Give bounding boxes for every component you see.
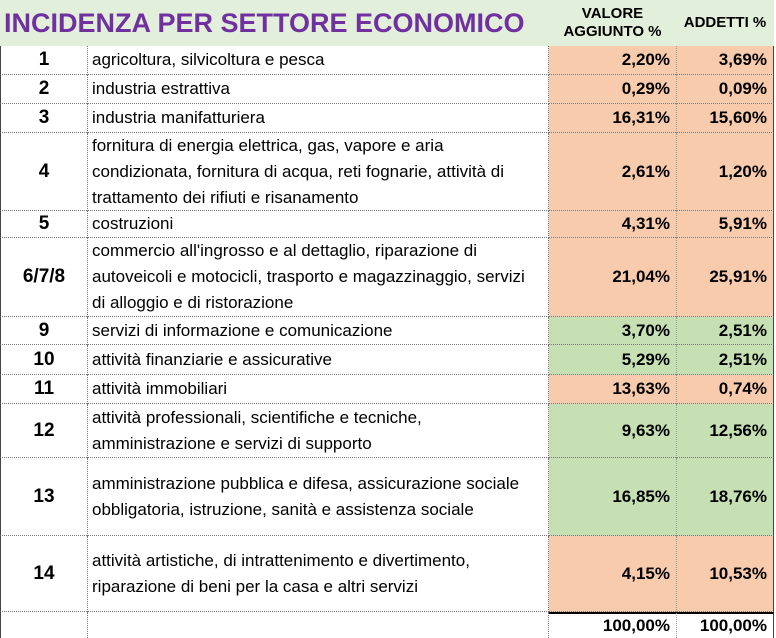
addetti-cell: 0,74%	[676, 375, 774, 404]
valore-aggiunto-cell: 2,61%	[549, 133, 676, 211]
row-number: 14	[0, 536, 87, 612]
valore-aggiunto-cell: 4,15%	[549, 536, 676, 612]
valore-aggiunto-cell: 16,31%	[549, 104, 676, 133]
addetti-cell: 2,51%	[676, 345, 774, 375]
row-number: 9	[0, 317, 87, 345]
sector-description: attività immobiliari	[87, 375, 549, 404]
sector-description: agricoltura, silvicoltura e pesca	[87, 46, 549, 75]
valore-aggiunto-cell: 21,04%	[549, 238, 676, 317]
addetti-cell: 12,56%	[676, 404, 774, 458]
addetti-cell: 2,51%	[676, 317, 774, 345]
row-number: 2	[0, 75, 87, 104]
addetti-cell: 15,60%	[676, 104, 774, 133]
sector-description: commercio all'ingrosso e al dettaglio, riparazione di autoveicoli e motocicli, trasporto e magazzinaggio, servizi di alloggio e di ristorazione	[87, 238, 549, 317]
addetti-cell: 18,76%	[676, 458, 774, 536]
valore-aggiunto-cell: 0,29%	[549, 75, 676, 104]
column-header-addetti: ADDETTI %	[676, 0, 774, 46]
row-number: 11	[0, 375, 87, 404]
addetti-cell: 1,20%	[676, 133, 774, 211]
addetti-cell: 3,69%	[676, 46, 774, 75]
row-number: 3	[0, 104, 87, 133]
valore-aggiunto-cell: 5,29%	[549, 345, 676, 375]
row-number: 5	[0, 211, 87, 238]
row-number: 6/7/8	[0, 238, 87, 317]
row-number: 4	[0, 133, 87, 211]
valore-aggiunto-cell: 2,20%	[549, 46, 676, 75]
addetti-cell: 25,91%	[676, 238, 774, 317]
column-header-valore-aggiunto: VALORE AGGIUNTO %	[549, 0, 676, 46]
sector-description: industria estrattiva	[87, 75, 549, 104]
addetti-cell: 0,09%	[676, 75, 774, 104]
valore-aggiunto-cell: 16,85%	[549, 458, 676, 536]
row-number: 10	[0, 345, 87, 375]
row-number: 1	[0, 46, 87, 75]
valore-aggiunto-cell: 13,63%	[549, 375, 676, 404]
sector-description: costruzioni	[87, 211, 549, 238]
valore-aggiunto-cell: 4,31%	[549, 211, 676, 238]
total-valore-aggiunto: 100,00%	[549, 612, 676, 638]
valore-aggiunto-cell: 3,70%	[549, 317, 676, 345]
row-number: 13	[0, 458, 87, 536]
sector-description: fornitura di energia elettrica, gas, vapore e aria condizionata, fornitura di acqua, reti fognarie, attività di trattamento dei rifiuti e risanamento	[87, 133, 549, 211]
sector-description: industria manifatturiera	[87, 104, 549, 133]
table-title: INCIDENZA PER SETTORE ECONOMICO	[0, 0, 549, 46]
sector-description: amministrazione pubblica e difesa, assicurazione sociale obbligatoria, istruzione, sanità e assistenza sociale	[87, 458, 549, 536]
totals-empty-cell	[87, 612, 549, 638]
sector-description: attività professionali, scientifiche e tecniche, amministrazione e servizi di supporto	[87, 404, 549, 458]
totals-empty-cell	[0, 612, 87, 638]
addetti-cell: 10,53%	[676, 536, 774, 612]
valore-aggiunto-cell: 9,63%	[549, 404, 676, 458]
sector-description: attività artistiche, di intrattenimento e divertimento, riparazione di beni per la casa e altri servizi	[87, 536, 549, 612]
sector-description: servizi di informazione e comunicazione	[87, 317, 549, 345]
row-number: 12	[0, 404, 87, 458]
total-addetti: 100,00%	[676, 612, 774, 638]
addetti-cell: 5,91%	[676, 211, 774, 238]
sector-description: attività finanziarie e assicurative	[87, 345, 549, 375]
